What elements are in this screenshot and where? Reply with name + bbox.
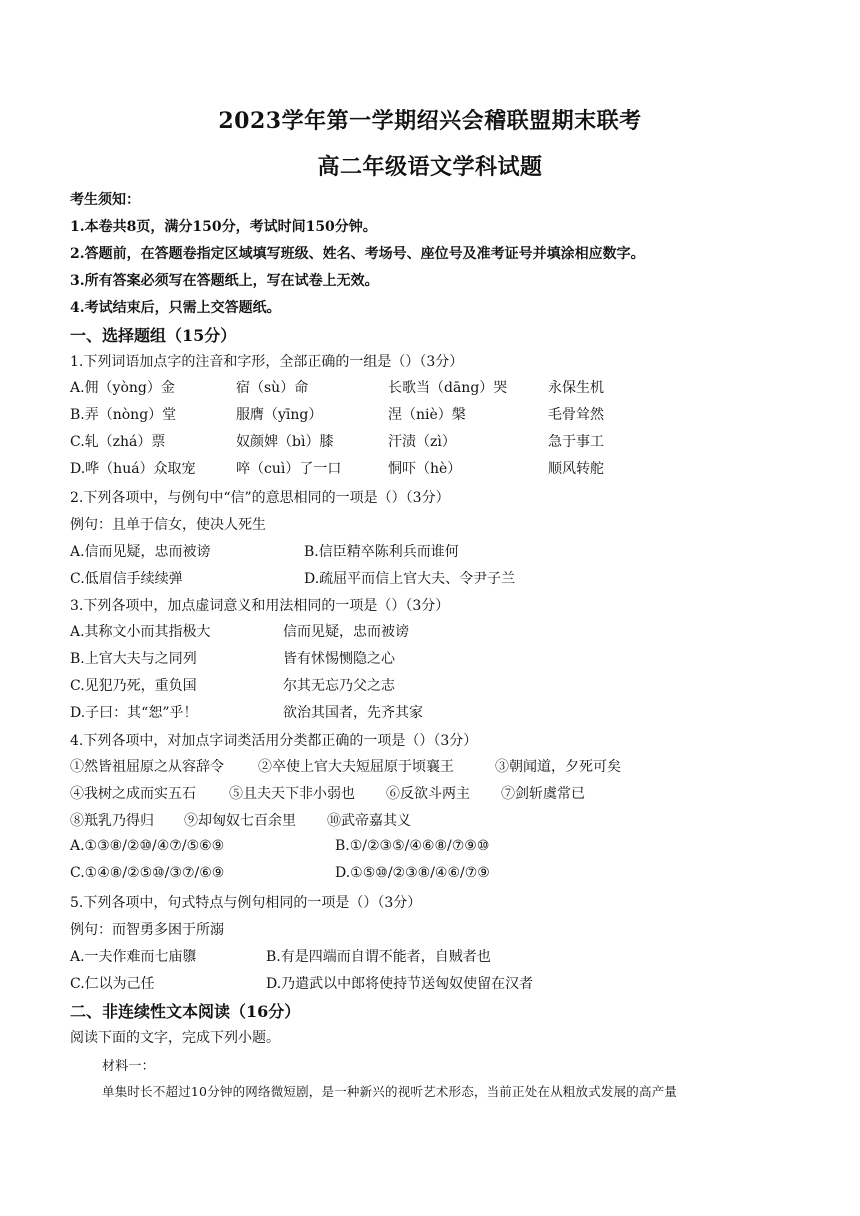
q1-c-2: 奴颜婢（bì）膝 bbox=[236, 434, 334, 450]
section-2-intro: 阅读下面的文字，完成下列小题。 bbox=[70, 1030, 280, 1046]
q2-option-c: C.低眉信手续续弹 bbox=[70, 571, 183, 587]
q1-b-3: 涅（niè）槃 bbox=[388, 407, 466, 423]
notice-item-4: 4.考试结束后，只需上交答题纸。 bbox=[70, 300, 281, 316]
q1-c-1: C.轧（zhá）票 bbox=[70, 434, 166, 450]
q3-d-1: D.子曰：其“恕”乎！ bbox=[70, 705, 198, 721]
q1-a-2: 宿（sù）命 bbox=[236, 380, 309, 396]
q4-item-4: ④我树之成而实五石 bbox=[70, 786, 196, 802]
q2-option-a: A.信而见疑，忠而被谤 bbox=[70, 544, 211, 560]
q3-c-2: 尔其无忘乃父之志 bbox=[283, 678, 395, 694]
q1-b-2: 服膺（yīng） bbox=[236, 407, 323, 423]
q4-option-b: B.①/②③⑤/④⑥⑧/⑦⑨⑩ bbox=[335, 838, 490, 854]
q4-option-c: C.①④⑧/②⑤⑩/③⑦/⑥⑨ bbox=[70, 865, 225, 881]
notice-item-3: 3.所有答案必须写在答题纸上，写在试卷上无效。 bbox=[70, 273, 379, 289]
q3-a-1: A.其称文小而其指极大 bbox=[70, 624, 211, 640]
q3-d-2: 欲治其国者，先齐其家 bbox=[283, 705, 423, 721]
q4-item-1: ①然皆祖屈原之从容辞令 bbox=[70, 759, 224, 775]
q3-c-1: C.见犯乃死，重负国 bbox=[70, 678, 197, 694]
q4-item-8: ⑧羝乳乃得归 bbox=[70, 813, 154, 829]
q5-option-b: B.有是四端而自谓不能者，自贼者也 bbox=[266, 949, 491, 965]
exam-title: 2023学年第一学期绍兴会稽联盟期末联考 bbox=[218, 108, 642, 134]
q4-option-d: D.①⑤⑩/②③⑧/④⑥/⑦⑨ bbox=[335, 865, 490, 881]
q1-d-1: D.哗（huá）众取宠 bbox=[70, 461, 196, 477]
q5-stem: 5.下列各项中，句式特点与例句相同的一项是（）（3分） bbox=[70, 895, 422, 911]
q5-example: 例句：而智勇多困于所溺 bbox=[70, 922, 224, 938]
q4-item-9: ⑨却匈奴七百余里 bbox=[184, 813, 296, 829]
q4-option-a: A.①③⑧/②⑩/④⑦/⑤⑥⑨ bbox=[70, 838, 225, 854]
q2-stem: 2.下列各项中，与例句中“信”的意思相同的一项是（）（3分） bbox=[70, 490, 450, 506]
q1-a-1: A.佣（yòng）金 bbox=[70, 380, 175, 396]
q1-a-3: 长歌当（dāng）哭 bbox=[388, 380, 508, 396]
section-2-heading: 二、非连续性文本阅读（16分） bbox=[70, 1002, 301, 1021]
q5-option-c: C.仁以为己任 bbox=[70, 976, 155, 992]
q2-option-b: B.信臣精卒陈利兵而谁何 bbox=[304, 544, 459, 560]
q4-stem: 4.下列各项中，对加点字词类活用分类都正确的一项是（）（3分） bbox=[70, 733, 478, 749]
exam-subtitle: 高二年级语文学科试题 bbox=[317, 154, 543, 180]
q4-item-2: ②卒使上官大夫短屈原于顷襄王 bbox=[258, 759, 454, 775]
q3-b-1: B.上官大夫与之同列 bbox=[70, 651, 197, 667]
q1-b-4: 毛骨耸然 bbox=[548, 407, 604, 423]
q4-item-3: ③朝闻道，夕死可矣 bbox=[495, 759, 621, 775]
q1-d-4: 顺风转舵 bbox=[548, 461, 604, 477]
q5-option-d: D.乃遣武以中郎将使持节送匈奴使留在汉者 bbox=[266, 976, 534, 992]
q1-c-4: 急于事工 bbox=[548, 434, 604, 450]
q1-c-3: 汗渍（zì） bbox=[388, 434, 456, 450]
q4-item-6: ⑥反欲斗两主 bbox=[386, 786, 470, 802]
q3-a-2: 信而见疑，忠而被谤 bbox=[283, 624, 409, 640]
q4-item-10: ⑩武帝嘉其义 bbox=[327, 813, 411, 829]
q2-option-d: D.疏屈平而信上官大夫、令尹子兰 bbox=[304, 571, 516, 587]
notice-item-1: 1.本卷共8页，满分150分，考试时间150分钟。 bbox=[70, 219, 377, 235]
q3-b-2: 皆有怵惕恻隐之心 bbox=[283, 651, 395, 667]
notice-item-2: 2.答题前，在答题卷指定区域填写班级、姓名、考场号、座位号及准考证号并填涂相应数字。 bbox=[70, 246, 645, 262]
q1-stem: 1.下列词语加点字的注音和字形，全部正确的一组是（）（3分） bbox=[70, 354, 464, 370]
q1-d-3: 恫吓（hè） bbox=[388, 461, 462, 477]
section-1-heading: 一、选择题组（15分） bbox=[70, 326, 237, 345]
material-label: 材料一： bbox=[102, 1059, 155, 1074]
material-paragraph: 单集时长不超过10分钟的网络微短剧，是一种新兴的视听艺术形态，当前正处在从粗放式发展的高产量 bbox=[102, 1084, 678, 1099]
notice-heading: 考生须知： bbox=[70, 192, 140, 208]
q1-a-4: 永保生机 bbox=[548, 380, 604, 396]
q4-item-5: ⑤且夫天下非小弱也 bbox=[229, 786, 355, 802]
q3-stem: 3.下列各项中，加点虚词意义和用法相同的一项是（）（3分） bbox=[70, 598, 450, 614]
q1-b-1: B.弄（nòng）堂 bbox=[70, 407, 177, 423]
q1-d-2: 啐（cuì）了一口 bbox=[236, 461, 342, 477]
q4-item-7: ⑦剑斩虞常已 bbox=[501, 786, 585, 802]
q5-option-a: A.一夫作难而七庙隳 bbox=[70, 949, 197, 965]
q2-example: 例句：且单于信女，使决人死生 bbox=[70, 517, 266, 533]
